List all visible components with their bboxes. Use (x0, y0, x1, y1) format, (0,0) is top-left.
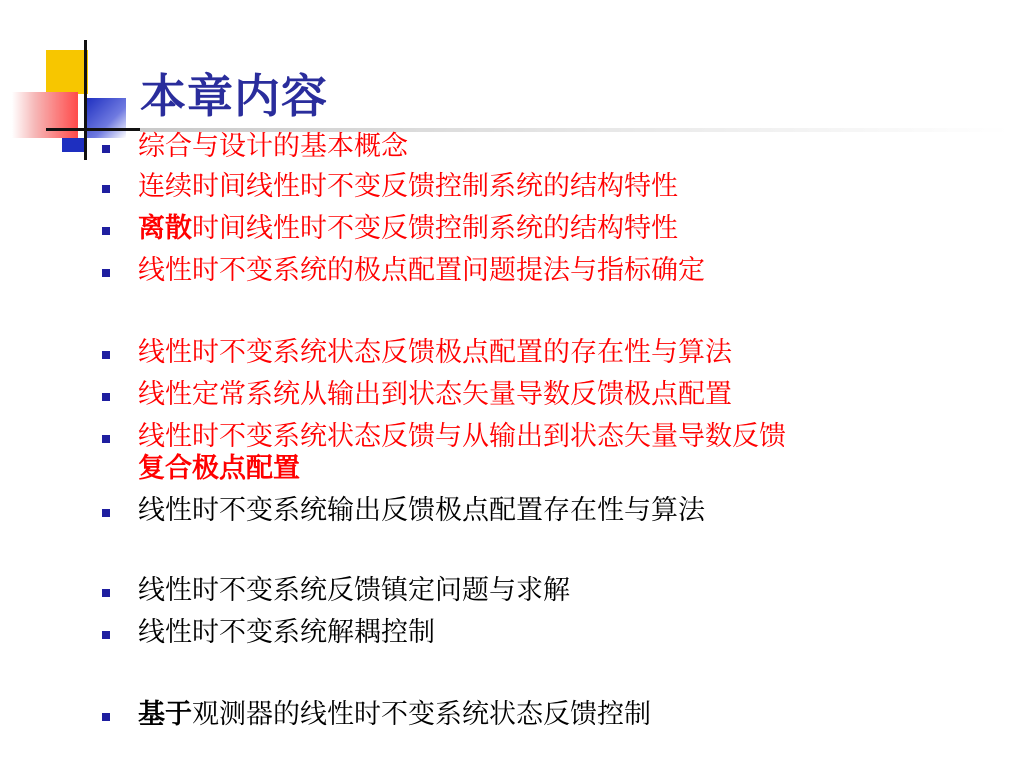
bullet-icon (102, 509, 110, 517)
list-item-text: 线性时不变系统解耦控制 (138, 617, 435, 648)
bullet-icon (102, 631, 110, 639)
list-item-text: 线性时不变系统输出反馈极点配置存在性与算法 (138, 495, 705, 526)
list-item-text: 线性时不变系统状态反馈极点配置的存在性与算法 (138, 337, 732, 368)
bullet-icon (102, 185, 110, 193)
bullet-icon (102, 713, 110, 721)
list-item-text (138, 212, 678, 246)
bullet-icon (102, 227, 110, 235)
list-item-text: 线性时不变系统状态反馈与从输出到状态矢量导数反馈 (138, 421, 786, 452)
list-item-text: 线性时不变系统反馈镇定问题与求解 (138, 575, 570, 606)
list-item-emphasis: 基于 (138, 699, 192, 730)
bullet-icon (102, 145, 110, 153)
bullet-icon (102, 269, 110, 277)
list-item-rest: 观测器的线性时不变系统状态反馈控制 (192, 699, 651, 730)
list-item-rest: 时间线性时不变反馈控制系统的结构特性 (192, 213, 678, 244)
bullet-icon (102, 435, 110, 443)
list-item-text: 综合与设计的基本概念 (138, 131, 408, 162)
list-item-text (138, 698, 651, 732)
bullet-icon (102, 351, 110, 359)
list-item-text: 线性时不变系统的极点配置问题提法与指标确定 (138, 255, 705, 286)
list-item-text: 线性定常系统从输出到状态矢量导数反馈极点配置 (138, 379, 732, 410)
page-title: 本章内容 (140, 69, 328, 123)
list-item-emphasis: 离散 (138, 213, 192, 244)
list-item-continuation: 复合极点配置 (138, 453, 300, 484)
bullet-icon (102, 589, 110, 597)
bullet-icon (102, 393, 110, 401)
list-item-text: 连续时间线性时不变反馈控制系统的结构特性 (138, 171, 678, 202)
